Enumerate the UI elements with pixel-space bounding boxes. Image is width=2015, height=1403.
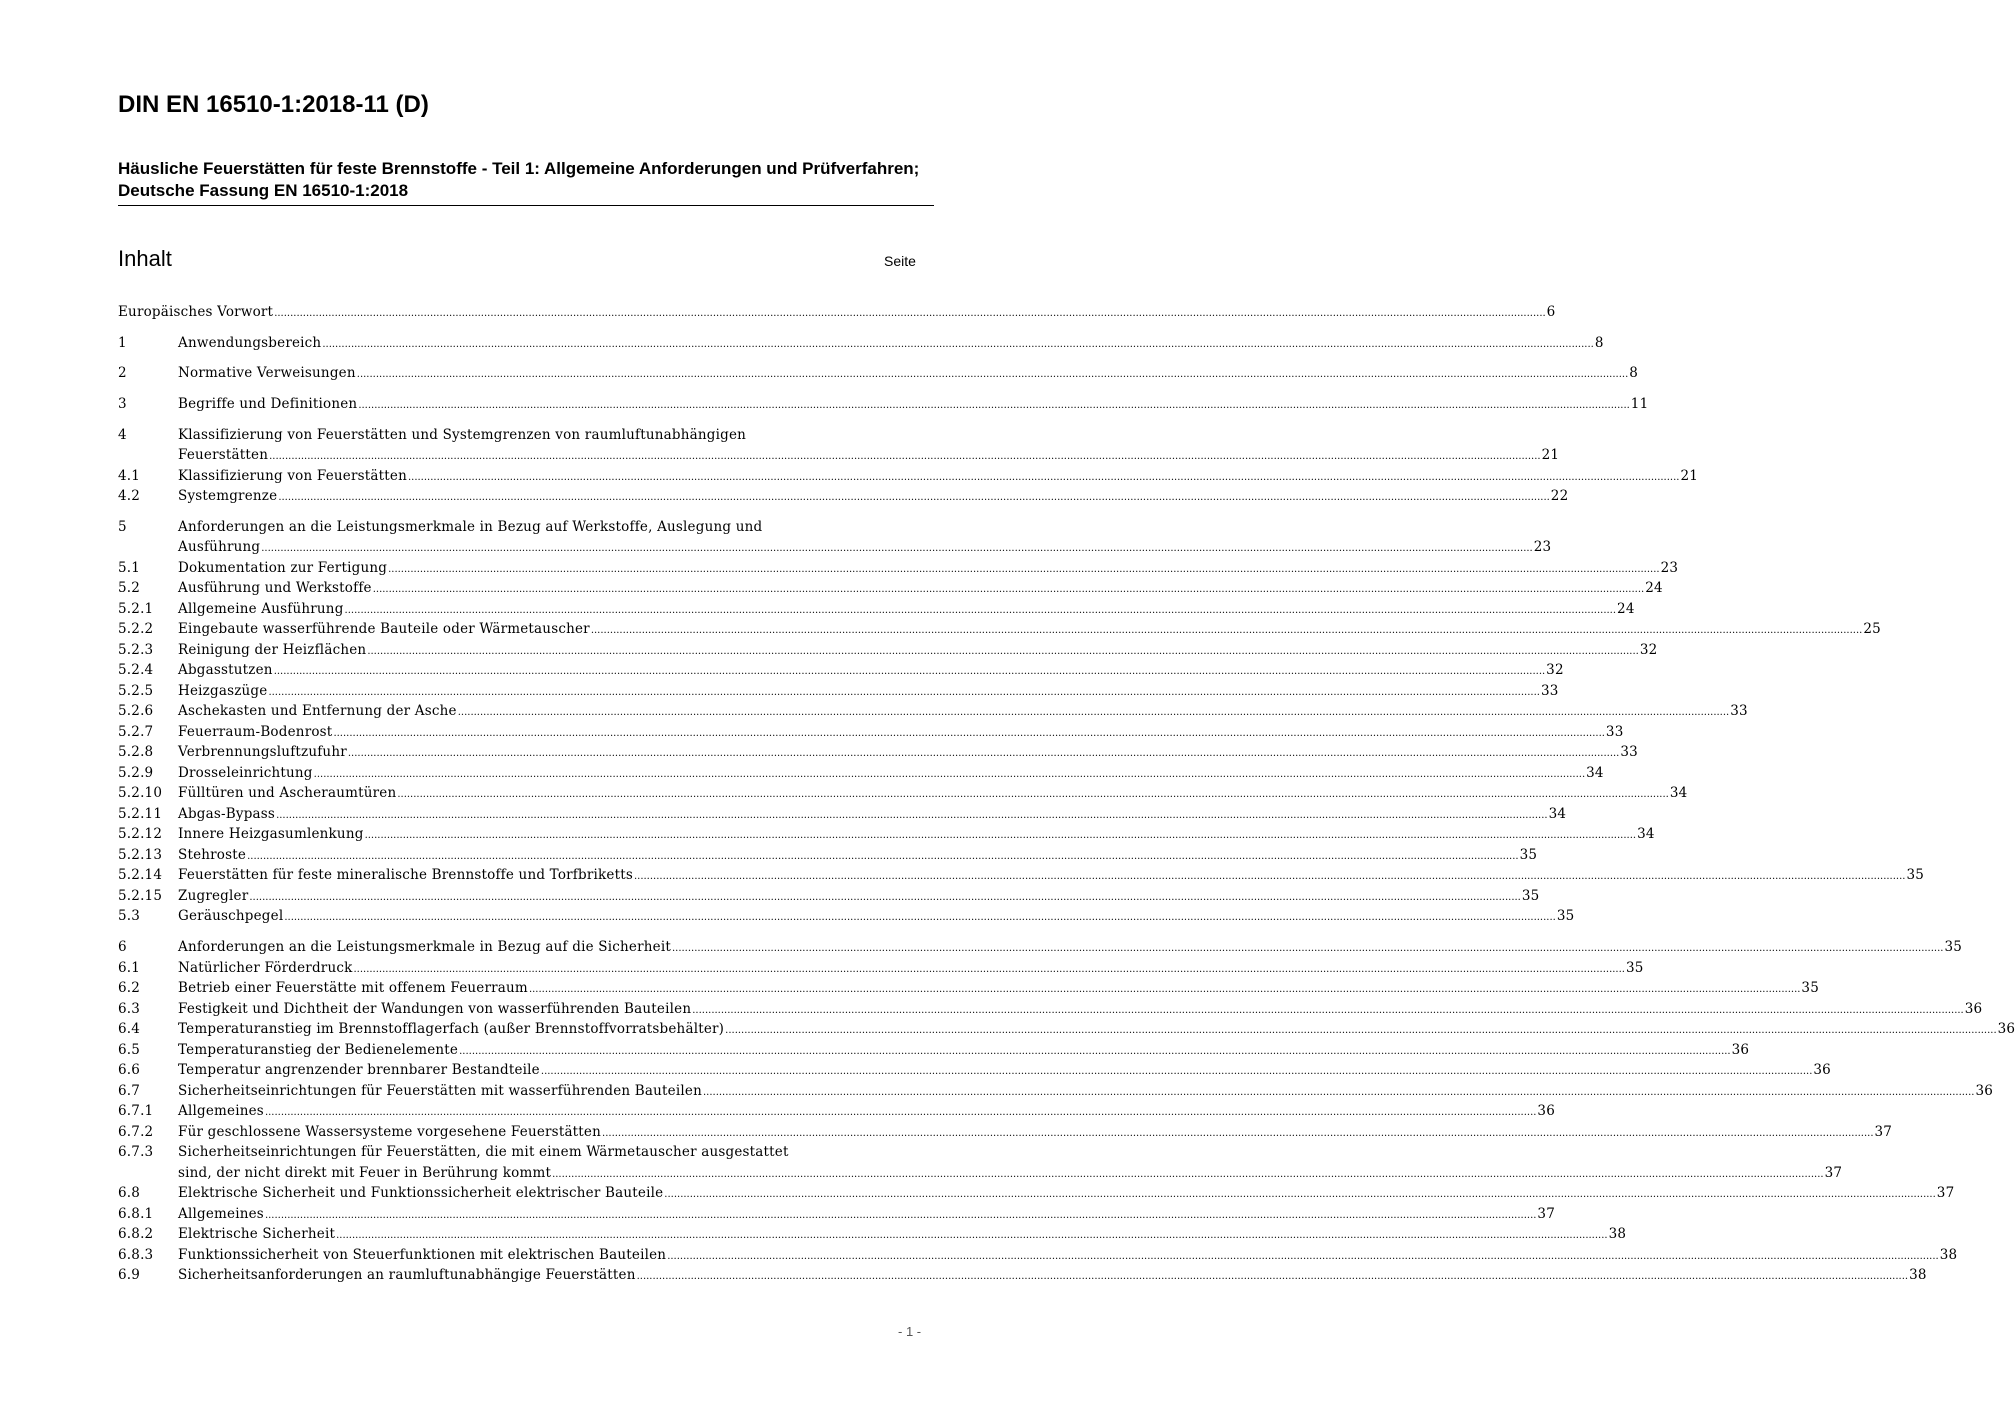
toc-entry-page: 37 <box>1936 1185 1955 1202</box>
toc-dot-leader: ................................................................................................................................................................................................................................................................................................................................................................................................................ <box>552 1168 1824 1180</box>
toc-entry-title: Drosseleinrichtung <box>178 764 313 781</box>
toc-entry[interactable] <box>118 363 1639 384</box>
toc-entry-page: 32 <box>1546 662 1564 679</box>
toc-dot-leader: ................................................................................................................................................................................................................................................................................................................................................................................................................ <box>664 1189 1936 1201</box>
toc-entry-title: Festigkeit und Dichtheit der Wandungen von wasserführenden Bauteilen <box>178 1000 692 1017</box>
toc-entry-page: 34 <box>1586 764 1604 781</box>
toc-entry-page: 35 <box>1801 980 1820 997</box>
toc-entry[interactable] <box>118 763 1604 784</box>
toc-entry-page: 21 <box>1541 447 1560 464</box>
toc-entry[interactable] <box>118 333 1604 354</box>
toc-entry-number: 6.4 <box>118 1021 141 1038</box>
toc-entry-title: Eingebaute wasserführende Bauteile oder Wärmetauscher <box>178 621 590 638</box>
toc-dot-leader: ................................................................................................................................................................................................................................................................................................................................................................................................................ <box>274 308 1546 319</box>
toc-entry[interactable] <box>118 1265 1927 1286</box>
toc-entry-number: 5.2.15 <box>118 887 163 904</box>
toc-entry-page: 23 <box>1533 539 1552 556</box>
toc-entry-page: 36 <box>1975 1082 1994 1099</box>
toc-entry-title: Feuerstätten für feste mineralische Brennstoffe und Torfbriketts <box>178 867 633 884</box>
toc-entry-title: Anforderungen an die Leistungsmerkmale in Bezug auf Werkstoffe, Auslegung und <box>178 518 763 535</box>
toc-entry-number: 1 <box>118 334 127 351</box>
toc-dot-leader: ................................................................................................................................................................................................................................................................................................................................................................................................................ <box>336 1230 1608 1242</box>
toc-entry[interactable] <box>118 681 1559 702</box>
toc-dot-leader: ................................................................................................................................................................................................................................................................................................................................................................................................................ <box>273 666 1546 678</box>
toc-dot-leader: ................................................................................................................................................................................................................................................................................................................................................................................................................ <box>702 1086 1975 1098</box>
toc-entry[interactable] <box>118 1122 1893 1143</box>
toc-dot-leader: ................................................................................................................................................................................................................................................................................................................................................................................................................ <box>322 338 1594 350</box>
toc-entry-page: 33 <box>1620 744 1638 761</box>
toc-dot-leader: ................................................................................................................................................................................................................................................................................................................................................................................................................ <box>725 1025 1997 1037</box>
toc-entry-page: 36 <box>1813 1062 1831 1079</box>
toc-dot-leader: ................................................................................................................................................................................................................................................................................................................................................................................................................ <box>261 543 1533 555</box>
toc-entry-title: Temperaturanstieg im Brennstofflagerfach (außer Brennstoffvorratsbehälter) <box>178 1021 725 1038</box>
toc-dot-leader: ................................................................................................................................................................................................................................................................................................................................................................................................................ <box>249 891 1521 903</box>
toc-entry-page: 35 <box>1625 959 1644 976</box>
toc-entry-page: 35 <box>1944 939 1963 956</box>
toc-dot-leader: ................................................................................................................................................................................................................................................................................................................................................................................................................ <box>269 451 1541 463</box>
page-number: - 1 - <box>898 1324 922 1339</box>
toc-entry[interactable] <box>118 824 1655 845</box>
toc-entry-title: Abgasstutzen <box>178 662 273 679</box>
toc-dot-leader: ................................................................................................................................................................................................................................................................................................................................................................................................................ <box>692 1004 1964 1016</box>
toc-entry-number: 5.2.3 <box>118 641 154 658</box>
toc-entry-page: 23 <box>1660 559 1679 576</box>
toc-entry-title: Elektrische Sicherheit und Funktionssicherheit elektrischer Bauteile <box>178 1185 664 1202</box>
toc-entry-number: 5.2.7 <box>118 723 154 740</box>
toc-dot-leader: ................................................................................................................................................................................................................................................................................................................................................................................................................ <box>667 1250 1939 1262</box>
toc-entry-number: 5.2.5 <box>118 682 154 699</box>
toc-entry-title: Elektrische Sicherheit <box>178 1226 336 1243</box>
toc-dot-leader: ................................................................................................................................................................................................................................................................................................................................................................................................................ <box>247 850 1519 862</box>
toc-entry-title-continued: Feuerstätten <box>178 447 269 464</box>
toc-entry[interactable] <box>118 742 1638 763</box>
toc-entry-title: Europäisches Vorwort <box>118 304 274 320</box>
toc-entry-number: 6.8.2 <box>118 1226 154 1243</box>
toc-entry-page: 34 <box>1669 785 1688 802</box>
toc-entry-number: 5.2.2 <box>118 621 154 638</box>
toc-entry-title: Abgas-Bypass <box>178 805 276 822</box>
toc-entry-title: Fülltüren und Ascheraumtüren <box>178 785 397 802</box>
toc-entry[interactable] <box>118 486 1569 507</box>
toc-dot-leader: ................................................................................................................................................................................................................................................................................................................................................................................................................ <box>459 1045 1731 1057</box>
toc-entry-page: 35 <box>1906 867 1925 884</box>
toc-dot-leader: ................................................................................................................................................................................................................................................................................................................................................................................................................ <box>671 943 1944 955</box>
toc-entry[interactable] <box>118 1040 1750 1061</box>
toc-entry-page: 21 <box>1680 467 1699 484</box>
toc-entry-title: Natürlicher Förderdruck <box>178 959 353 976</box>
toc-entry-page: 33 <box>1540 682 1559 699</box>
toc-entry-number: 5 <box>118 518 127 535</box>
toc-entry-title: Ausführung und Werkstoffe <box>178 580 372 597</box>
toc-entry-title: Heizgaszüge <box>178 682 268 699</box>
toc-entry-number: 5.3 <box>118 908 141 925</box>
toc-entry-title: Aschekasten und Entfernung der Asche <box>178 703 457 720</box>
toc-entry-number: 5.2.12 <box>118 826 163 843</box>
toc-entry[interactable] <box>118 425 1560 466</box>
toc-entry-number: 6.1 <box>118 959 141 976</box>
toc-entry-page: 33 <box>1730 703 1748 720</box>
toc-entry[interactable] <box>118 599 1635 620</box>
toc-dot-leader: ................................................................................................................................................................................................................................................................................................................................................................................................................ <box>528 984 1801 996</box>
toc-entry-page: 8 <box>1629 365 1639 382</box>
toc-entry-title: Feuerraum-Bodenrost <box>178 723 333 740</box>
toc-entry[interactable] <box>118 886 1540 907</box>
toc-entry-title: Temperatur angrenzender brennbarer Bestandteile <box>178 1062 540 1079</box>
toc-entry-title: Begriffe und Definitionen <box>178 396 358 413</box>
toc-entry-page: 36 <box>1537 1103 1556 1120</box>
toc-entry-number: 3 <box>118 396 127 413</box>
toc-entry-page: 6 <box>1546 304 1556 320</box>
toc-entry-page: 25 <box>1863 621 1881 638</box>
toc-entry-number: 6.7.1 <box>118 1103 154 1120</box>
toc-dot-leader: ................................................................................................................................................................................................................................................................................................................................................................................................................ <box>372 584 1645 596</box>
toc-entry-title: Normative Verweisungen <box>178 365 356 382</box>
toc-dot-leader: ................................................................................................................................................................................................................................................................................................................................................................................................................ <box>397 789 1669 801</box>
toc-entry[interactable] <box>118 394 1649 415</box>
toc-entry-page: 24 <box>1645 580 1663 597</box>
toc-entry-number: 2 <box>118 365 127 382</box>
toc-entry-title: Funktionssicherheit von Steuerfunktionen mit elektrischen Bauteilen <box>178 1246 667 1263</box>
toc-entry-title: Temperaturanstieg der Bedienelemente <box>178 1041 459 1058</box>
toc-dot-leader: ................................................................................................................................................................................................................................................................................................................................................................................................................ <box>633 871 1906 883</box>
toc-entry-page: 34 <box>1637 826 1655 843</box>
toc-dot-leader: ................................................................................................................................................................................................................................................................................................................................................................................................................ <box>388 563 1660 575</box>
table-of-contents <box>118 302 2015 1286</box>
toc-entry-title: Zugregler <box>178 887 249 904</box>
toc-entry-title-continued: Ausführung <box>178 539 261 556</box>
toc-entry-title: Sicherheitsanforderungen an raumluftunabhängige Feuerstätten <box>178 1267 636 1284</box>
document-title: DIN EN 16510-1:2018-11 (D) <box>118 91 429 118</box>
toc-entry[interactable] <box>118 1183 1955 1204</box>
toc-entry-title: Betrieb einer Feuerstätte mit offenem Feuerraum <box>178 980 528 997</box>
toc-entry[interactable] <box>118 701 1748 722</box>
toc-entry-number: 6.5 <box>118 1041 141 1058</box>
toc-entry-title: Anwendungsbereich <box>178 334 322 351</box>
document-subtitle: Häusliche Feuerstätten für feste Brennstoffe - Teil 1: Allgemeine Anforderungen und Prüfverfahren; Deutsche Fassung EN 16510-1:2018 <box>118 159 920 200</box>
toc-entry-number: 6.8.1 <box>118 1205 154 1222</box>
toc-entry[interactable] <box>118 1081 1994 1102</box>
toc-entry-page: 11 <box>1630 396 1649 413</box>
toc-entry-title: Allgemeine Ausführung <box>178 600 344 617</box>
toc-entry-page: 34 <box>1548 805 1567 822</box>
toc-entry-number: 6.3 <box>118 1000 141 1017</box>
toc-entry-title: Sicherheitseinrichtungen für Feuerstätten mit wasserführenden Bauteilen <box>178 1082 702 1099</box>
toc-entry-page: 38 <box>1608 1226 1627 1243</box>
toc-dot-leader: ................................................................................................................................................................................................................................................................................................................................................................................................................ <box>268 686 1540 698</box>
toc-entry[interactable] <box>118 999 1983 1020</box>
toc-entry-title: Sicherheitseinrichtungen für Feuerstätten, die mit einem Wärmetauscher ausgestattet <box>178 1144 789 1161</box>
toc-entry[interactable] <box>118 845 1538 866</box>
toc-entry[interactable] <box>118 640 1658 661</box>
toc-dot-leader: ................................................................................................................................................................................................................................................................................................................................................................................................................ <box>367 645 1639 657</box>
toc-entry-number: 5.1 <box>118 559 141 576</box>
toc-entry-page: 32 <box>1639 641 1658 658</box>
toc-entry-title: Für geschlossene Wassersysteme vorgesehene Feuerstätten <box>178 1123 602 1140</box>
toc-entry[interactable] <box>118 906 1575 927</box>
toc-entry-page: 35 <box>1556 908 1575 925</box>
toc-entry-title-continued: sind, der nicht direkt mit Feuer in Berührung kommt <box>178 1164 552 1181</box>
toc-dot-leader: ................................................................................................................................................................................................................................................................................................................................................................................................................ <box>264 1209 1537 1221</box>
toc-entry[interactable] <box>118 783 1688 804</box>
toc-entry-number: 5.2.14 <box>118 867 163 884</box>
toc-dot-leader: ................................................................................................................................................................................................................................................................................................................................................................................................................ <box>407 471 1680 483</box>
toc-entry-title: Klassifizierung von Feuerstätten und Systemgrenzen von raumluftunabhängigen <box>178 426 747 443</box>
toc-dot-leader: ................................................................................................................................................................................................................................................................................................................................................................................................................ <box>278 492 1550 504</box>
toc-entry-number: 6.6 <box>118 1062 141 1079</box>
toc-entry[interactable] <box>118 517 1552 558</box>
toc-dot-leader: ................................................................................................................................................................................................................................................................................................................................................................................................................ <box>590 625 1863 637</box>
toc-entry-number: 5.2.10 <box>118 785 163 802</box>
toc-entry-page: 8 <box>1594 334 1604 351</box>
toc-dot-leader: ................................................................................................................................................................................................................................................................................................................................................................................................................ <box>636 1271 1909 1283</box>
toc-entry-title: Dokumentation zur Fertigung <box>178 559 388 576</box>
toc-dot-leader: ................................................................................................................................................................................................................................................................................................................................................................................................................ <box>264 1107 1537 1119</box>
toc-entry-number: 6.7 <box>118 1082 141 1099</box>
toc-entry[interactable] <box>118 1060 1831 1081</box>
toc-dot-leader: ................................................................................................................................................................................................................................................................................................................................................................................................................ <box>356 369 1629 381</box>
toc-entry[interactable] <box>118 619 1881 640</box>
toc-entry-title: Allgemeines <box>178 1205 264 1222</box>
toc-entry-number: 6 <box>118 939 127 956</box>
toc-entry-title: Innere Heizgasumlenkung <box>178 826 364 843</box>
toc-entry[interactable] <box>118 558 1679 579</box>
toc-entry[interactable] <box>118 865 1925 886</box>
toc-entry-number: 6.9 <box>118 1267 141 1284</box>
toc-entry-number: 4.2 <box>118 488 141 505</box>
toc-dot-leader: ................................................................................................................................................................................................................................................................................................................................................................................................................ <box>347 748 1620 760</box>
toc-entry[interactable] <box>118 722 1624 743</box>
toc-entry-number: 5.2.8 <box>118 744 154 761</box>
toc-entry-title: Allgemeines <box>178 1103 264 1120</box>
toc-dot-leader: ................................................................................................................................................................................................................................................................................................................................................................................................................ <box>333 727 1605 739</box>
toc-entry-number: 6.8.3 <box>118 1246 154 1263</box>
toc-entry-page: 36 <box>1964 1000 1983 1017</box>
toc-entry-page: 22 <box>1550 488 1569 505</box>
toc-entry-number: 5.2.1 <box>118 600 154 617</box>
toc-entry-title: Anforderungen an die Leistungsmerkmale in Bezug auf die Sicherheit <box>178 939 671 956</box>
toc-entry[interactable] <box>118 578 1663 599</box>
toc-entry-page: 37 <box>1537 1205 1556 1222</box>
toc-entry-number: 6.8 <box>118 1185 141 1202</box>
toc-entry-page: 35 <box>1521 887 1540 904</box>
toc-entry[interactable] <box>118 302 1556 323</box>
toc-entry-page: 38 <box>1909 1267 1927 1284</box>
toc-dot-leader: ................................................................................................................................................................................................................................................................................................................................................................................................................ <box>276 809 1548 821</box>
toc-entry[interactable] <box>118 1224 1627 1245</box>
toc-entry-number: 6.7.3 <box>118 1144 154 1161</box>
toc-entry-number: 5.2.6 <box>118 703 154 720</box>
toc-entry-number: 6.7.2 <box>118 1123 154 1140</box>
toc-entry-number: 6.2 <box>118 980 141 997</box>
toc-entry[interactable] <box>118 937 1963 958</box>
toc-entry-page: 24 <box>1617 600 1635 617</box>
toc-entry-title: Klassifizierung von Feuerstätten <box>178 467 407 484</box>
toc-entry-page: 35 <box>1519 846 1538 863</box>
toc-entry-number: 5.2.4 <box>118 662 154 679</box>
toc-dot-leader: ................................................................................................................................................................................................................................................................................................................................................................................................................ <box>284 912 1556 924</box>
toc-dot-leader: ................................................................................................................................................................................................................................................................................................................................................................................................................ <box>364 830 1637 842</box>
toc-entry-number: 5.2.13 <box>118 846 163 863</box>
toc-entry-page: 36 <box>1997 1021 2015 1038</box>
toc-dot-leader: ................................................................................................................................................................................................................................................................................................................................................................................................................ <box>358 400 1630 412</box>
toc-heading: Inhalt <box>118 246 172 271</box>
toc-entry[interactable] <box>118 958 1644 979</box>
toc-dot-leader: ................................................................................................................................................................................................................................................................................................................................................................................................................ <box>313 768 1586 780</box>
toc-entry[interactable] <box>118 1019 2015 1040</box>
toc-page-column-label: Seite <box>884 253 916 269</box>
toc-entry-page: 37 <box>1824 1164 1843 1181</box>
toc-dot-leader: ................................................................................................................................................................................................................................................................................................................................................................................................................ <box>353 963 1625 975</box>
toc-entry[interactable] <box>118 978 1820 999</box>
toc-entry[interactable] <box>118 660 1564 681</box>
toc-entry[interactable] <box>118 1245 1958 1266</box>
toc-entry-page: 37 <box>1874 1123 1893 1140</box>
toc-entry-page: 33 <box>1605 723 1624 740</box>
toc-entry-title: Reinigung der Heizflächen <box>178 641 367 658</box>
toc-entry-number: 5.2.11 <box>118 805 163 822</box>
toc-entry[interactable] <box>118 1204 1556 1225</box>
toc-entry-page: 38 <box>1939 1246 1958 1263</box>
toc-dot-leader: ................................................................................................................................................................................................................................................................................................................................................................................................................ <box>457 707 1730 719</box>
toc-dot-leader: ................................................................................................................................................................................................................................................................................................................................................................................................................ <box>344 604 1617 616</box>
toc-entry-page: 36 <box>1731 1041 1750 1058</box>
toc-entry-number: 4.1 <box>118 467 141 484</box>
toc-entry-title: Geräuschpegel <box>178 908 284 925</box>
toc-entry[interactable] <box>118 1101 1556 1122</box>
toc-entry[interactable] <box>118 1142 1843 1183</box>
toc-entry-title: Verbrennungsluftzufuhr <box>178 744 347 761</box>
toc-entry[interactable] <box>118 466 1699 487</box>
toc-dot-leader: ................................................................................................................................................................................................................................................................................................................................................................................................................ <box>540 1066 1813 1078</box>
toc-entry-title: Systemgrenze <box>178 488 278 505</box>
toc-dot-leader: ................................................................................................................................................................................................................................................................................................................................................................................................................ <box>602 1127 1874 1139</box>
toc-entry-title: Stehroste <box>178 846 247 863</box>
toc-entry-number: 5.2.9 <box>118 764 154 781</box>
toc-entry-number: 4 <box>118 426 127 443</box>
toc-entry[interactable] <box>118 804 1567 825</box>
title-divider <box>118 205 934 206</box>
toc-entry-number: 5.2 <box>118 580 141 597</box>
